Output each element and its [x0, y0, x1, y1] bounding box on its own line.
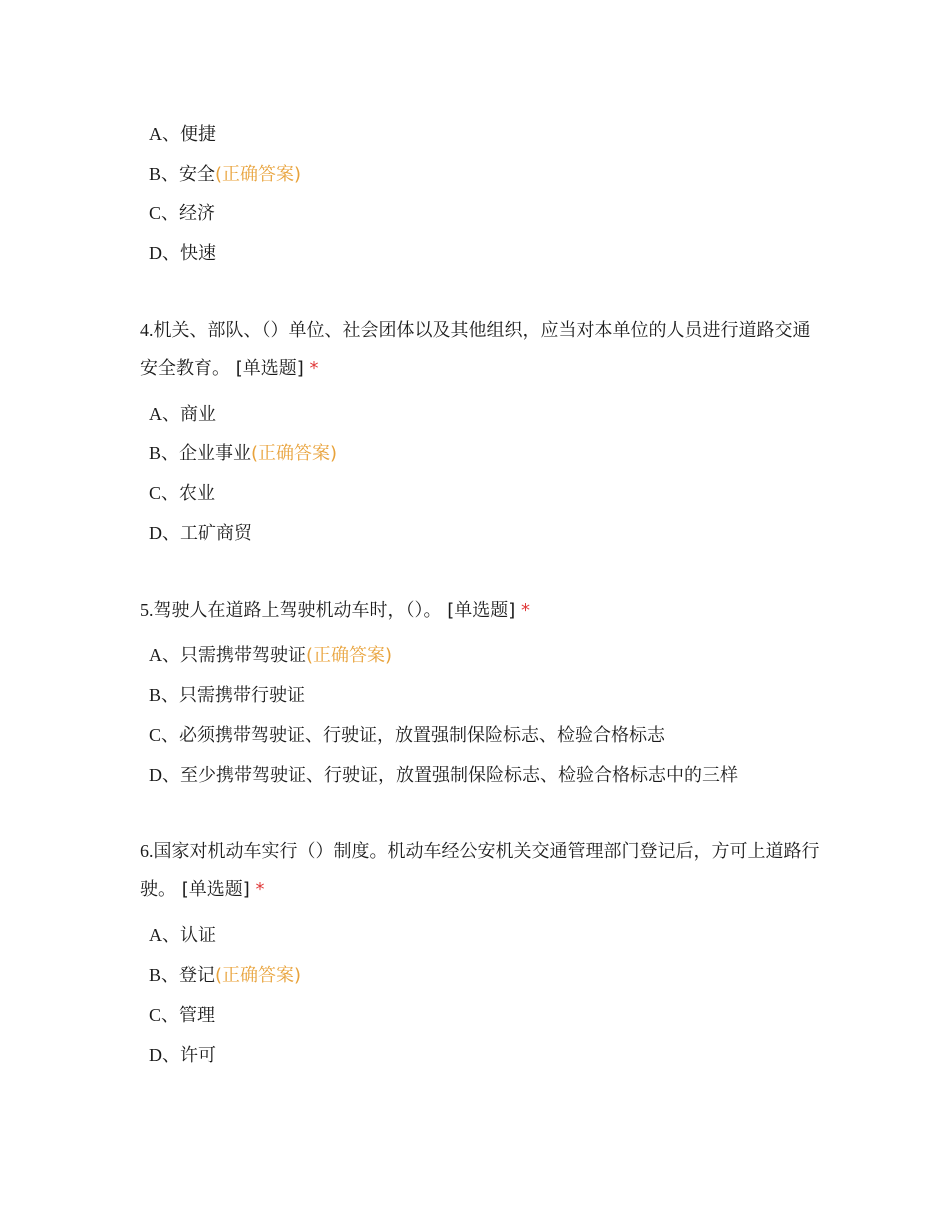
option-letter: A、 — [149, 645, 180, 665]
q4-option-b[interactable] — [149, 441, 337, 466]
question-number: 4. — [140, 320, 154, 340]
option-letter: A、 — [149, 925, 180, 945]
option-text: 认证 — [180, 925, 216, 946]
option-letter: C、 — [149, 203, 180, 223]
question-number: 6. — [140, 841, 154, 861]
required-marker: * — [255, 879, 265, 900]
correct-answer-label: (正确答案) — [306, 645, 393, 666]
q6-option-c[interactable] — [149, 1003, 215, 1028]
q5-question — [140, 591, 820, 630]
question-type: [单选题] — [235, 358, 304, 379]
option-text: 登记 — [179, 965, 216, 986]
option-letter: C、 — [149, 483, 180, 503]
option-text: 只需携带行驶证 — [179, 685, 306, 706]
q5-option-b[interactable] — [149, 683, 305, 708]
question-text: 国家对机动车实行（）制度。机动车经公安机关交通管理部门登记后，方可上道路行驶。 — [140, 841, 820, 900]
option-text: 企业事业 — [179, 443, 252, 464]
option-letter: C、 — [149, 725, 180, 745]
option-letter: D、 — [149, 1045, 180, 1065]
q6-option-d[interactable] — [149, 1043, 216, 1068]
q4-option-d[interactable] — [149, 521, 252, 546]
option-text: 工矿商贸 — [180, 523, 252, 544]
q3-option-a[interactable] — [149, 122, 216, 147]
option-letter: C、 — [149, 1005, 180, 1025]
option-letter: B、 — [149, 965, 180, 985]
q4-question — [140, 311, 820, 388]
question-number: 5. — [140, 600, 154, 620]
option-text: 至少携带驾驶证、行驶证，放置强制保险标志、检验合格标志中的三样 — [180, 765, 738, 786]
option-text: 安全 — [179, 164, 216, 185]
q5-option-c[interactable] — [149, 723, 665, 748]
q4-option-a[interactable] — [149, 402, 216, 427]
q3-option-b[interactable] — [149, 162, 301, 187]
q5-option-a[interactable] — [149, 643, 392, 668]
question-text: 驾驶人在道路上驾驶机动车时，（）。 — [153, 600, 442, 621]
option-letter: D、 — [149, 523, 180, 543]
correct-answer-label: (正确答案) — [251, 443, 338, 464]
q3-option-c[interactable] — [149, 201, 215, 226]
option-letter: B、 — [149, 164, 180, 184]
question-type: [单选题] — [447, 600, 516, 621]
option-text: 快速 — [180, 243, 216, 264]
q6-option-b[interactable] — [149, 963, 301, 988]
option-letter: A、 — [149, 404, 180, 424]
correct-answer-label: (正确答案) — [215, 164, 302, 185]
option-letter: A、 — [149, 124, 180, 144]
q5-option-d[interactable] — [149, 763, 738, 788]
q3-option-d[interactable] — [149, 241, 216, 266]
question-text: 机关、部队、（）单位、社会团体以及其他组织，应当对本单位的人员进行道路交通安全教育。 — [140, 320, 811, 379]
option-text: 商业 — [180, 404, 216, 425]
option-text: 便捷 — [180, 124, 216, 145]
correct-answer-label: (正确答案) — [215, 965, 302, 986]
required-marker: * — [309, 358, 319, 379]
option-text: 必须携带驾驶证、行驶证，放置强制保险标志、检验合格标志 — [179, 725, 666, 746]
option-text: 管理 — [179, 1005, 216, 1026]
option-text: 许可 — [180, 1045, 216, 1066]
question-type: [单选题] — [181, 879, 250, 900]
option-text: 农业 — [179, 483, 216, 504]
option-text: 只需携带驾驶证 — [180, 645, 306, 666]
q6-question — [140, 832, 820, 909]
q4-option-c[interactable] — [149, 481, 215, 506]
option-letter: B、 — [149, 685, 180, 705]
option-letter: B、 — [149, 443, 180, 463]
option-letter: D、 — [149, 243, 180, 263]
option-text: 经济 — [179, 203, 216, 224]
q6-option-a[interactable] — [149, 923, 216, 948]
required-marker: * — [521, 600, 531, 621]
option-letter: D、 — [149, 765, 180, 785]
